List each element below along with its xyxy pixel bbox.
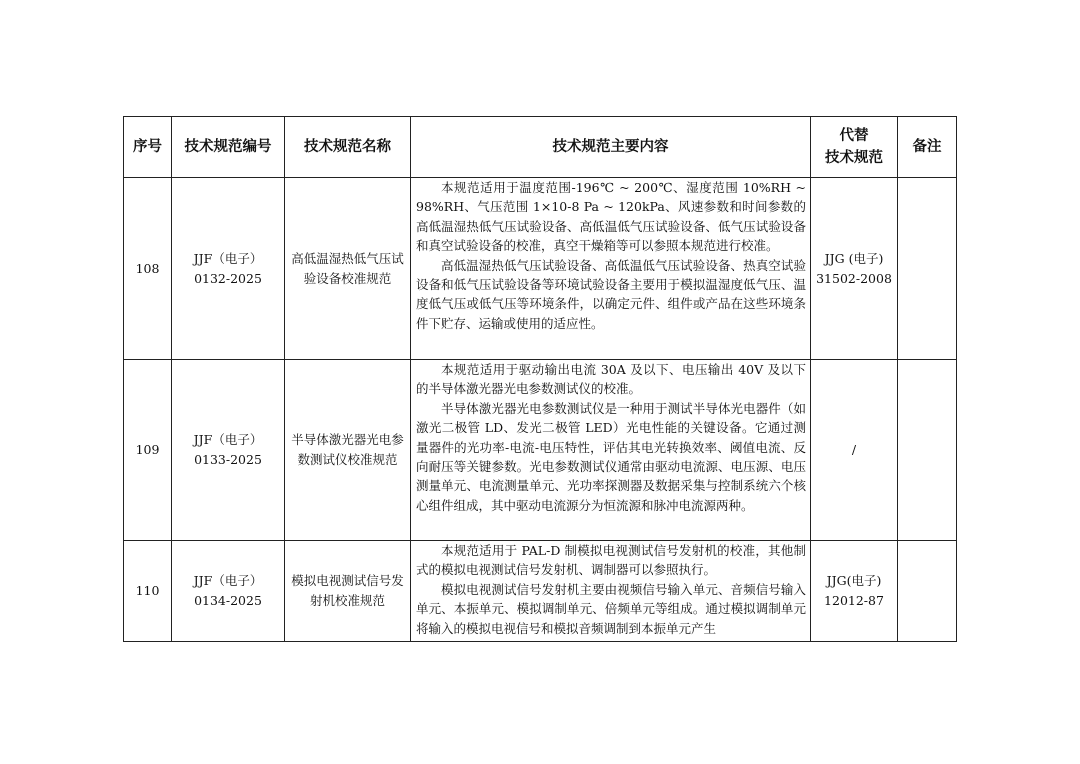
row-content-p2: 半导体激光器光电参数测试仪是一种用于测试半导体光电器件（如激光二极管 LD、发光二极管 LED）光电性能的关键设备。它通过测量器件的光功率-电流-电压特性，评估其电光转换效率、阈值电流、反向耐压等关键参数。光电参数测试仪通常由驱动电流源、电压源、电压测量单元、电流测量单元、光功率探测器及数据采集与控制系统六个核心组件组成，其中驱动电流源分为恒流源和脉冲电流源两种。 xyxy=(416,400,806,513)
row-code-line2: 0134-2025 xyxy=(194,593,262,608)
row-name-text: 模拟电视测试信号发射机校准规范 xyxy=(291,573,404,608)
row-code xyxy=(172,541,285,642)
row-replace xyxy=(811,360,898,541)
row-content-p1: 本规范适用于驱动输出电流 30A 及以下、电压输出 40V 及以下的半导体激光器光电参数测试仪的校准。 xyxy=(416,362,806,397)
header-replace xyxy=(811,117,898,178)
row-name xyxy=(285,360,411,541)
row-replace xyxy=(811,541,898,642)
row-name-text: 半导体激光器光电参数测试仪校准规范 xyxy=(291,432,404,467)
row-code-line1: JJF（电子） xyxy=(193,432,263,447)
row-content-p1: 本规范适用于温度范围-196℃ ~ 200℃、湿度范围 10%RH ~ 98%RH、气压范围 1×10-8 Pa ~ 120kPa、风速参数和时间参数的高低温湿热低气压试验设备、高低温低气压试验设备、低气压试验设备和真空试验设备的校准，真空干燥箱等可以参照本规范进行校准。 xyxy=(416,180,806,254)
header-replace-line1: 代替 xyxy=(839,128,869,144)
row-seq: 109 xyxy=(124,360,172,541)
row-name xyxy=(285,178,411,360)
header-row xyxy=(124,117,957,178)
row-seq: 108 xyxy=(124,178,172,360)
row-code xyxy=(172,360,285,541)
spec-table xyxy=(123,116,957,642)
row-content xyxy=(411,360,811,541)
header-replace-line2: 技术规范 xyxy=(825,150,883,166)
row-remark xyxy=(898,541,957,642)
row-code-line1: JJF（电子） xyxy=(193,250,263,266)
row-code-line1: JJF（电子） xyxy=(193,573,263,588)
row-content-p2: 高低温湿热低气压试验设备、高低温低气压试验设备、热真空试验设备和低气压试验设备等环境试验设备主要用于模拟温湿度低气压、温度低气压或低气压等环境条件，以确定元件、组件或产品在这些环境条件下贮存、运输或使用的适应性。 xyxy=(416,257,806,331)
row-content-p2: 模拟电视测试信号发射机主要由视频信号输入单元、音频信号输入单元、本振单元、模拟调制单元、倍频单元等组成。通过模拟调制单元将输入的模拟电视信号和模拟音频调制到本振单元产生 xyxy=(416,581,806,636)
row-code-line2: 0133-2025 xyxy=(194,452,262,467)
row-content xyxy=(411,541,811,642)
row-remark xyxy=(898,178,957,360)
row-replace-line1: JJG(电子) xyxy=(826,573,882,588)
row-name-text: 高低温湿热低气压试验设备校准规范 xyxy=(291,250,404,286)
row-replace-line2: 31502-2008 xyxy=(816,270,892,286)
table-row xyxy=(124,360,957,541)
row-code-line2: 0132-2025 xyxy=(194,270,262,286)
row-replace-line1: / xyxy=(851,442,857,457)
header-seq: 序号 xyxy=(124,117,172,178)
header-remark: 备注 xyxy=(898,117,957,178)
row-content-p1: 本规范适用于 PAL-D 制模拟电视测试信号发射机的校准，其他制式的模拟电视测试信号发射机、调制器可以参照执行。 xyxy=(416,543,806,578)
row-code xyxy=(172,178,285,360)
header-code: 技术规范编号 xyxy=(172,117,285,178)
row-seq: 110 xyxy=(124,541,172,642)
header-content: 技术规范主要内容 xyxy=(411,117,811,178)
row-replace xyxy=(811,178,898,360)
row-name xyxy=(285,541,411,642)
row-replace-line1: JJG (电子) xyxy=(824,250,884,266)
row-replace-line2: 12012-87 xyxy=(824,593,884,608)
table-row xyxy=(124,541,957,642)
row-remark xyxy=(898,360,957,541)
row-content xyxy=(411,178,811,360)
row-content-clip xyxy=(416,541,806,641)
header-name: 技术规范名称 xyxy=(285,117,411,178)
table-row xyxy=(124,178,957,360)
